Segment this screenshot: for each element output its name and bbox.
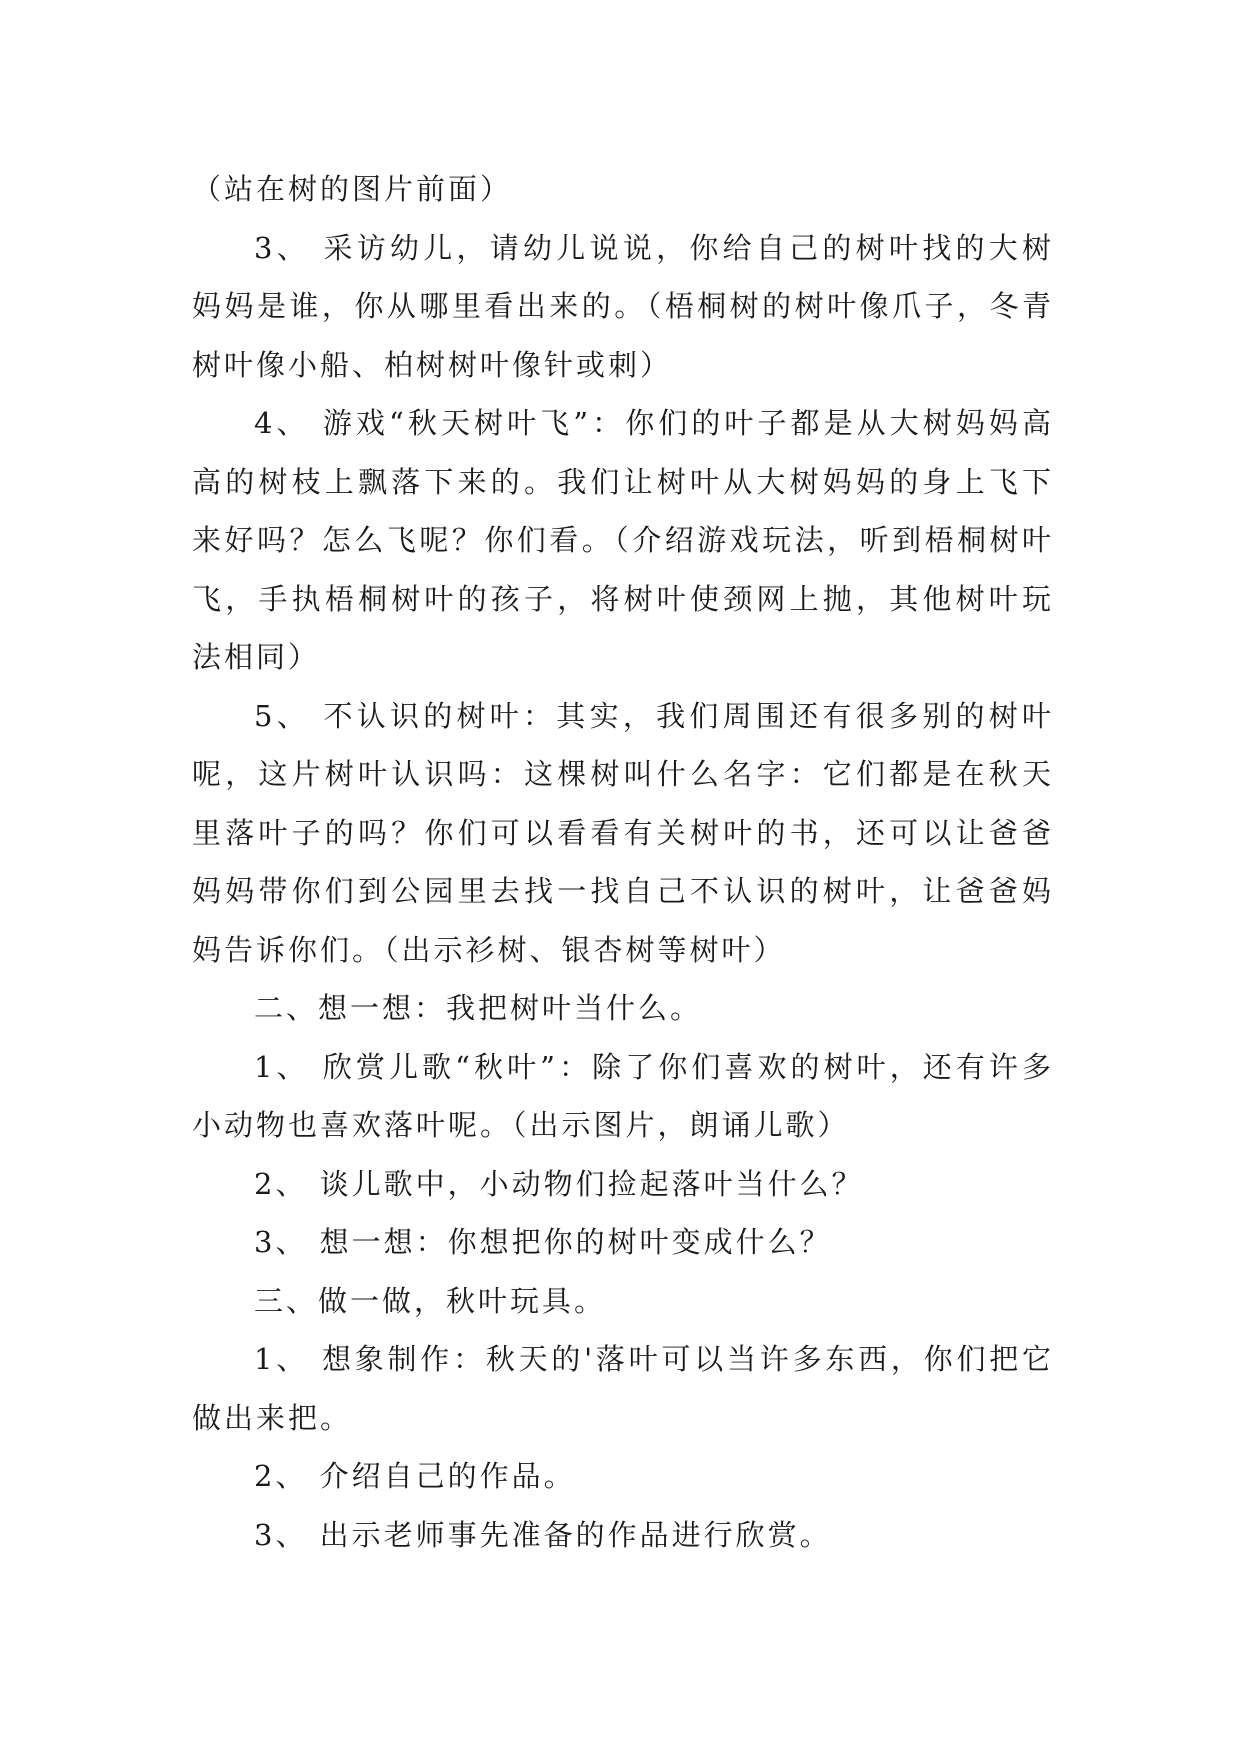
section-heading-2: 二、想一想：我把树叶当什么。 bbox=[254, 991, 703, 1025]
paragraph-4: 5、 不认识的树叶：其实，我们周围还有很多别的树叶呢，这片树叶认识吗：这棵树叫什么名字：它们都是在秋天里落叶子的吗？你们可以看看有关树叶的书，还可以让爸爸妈妈带你们到公园里去找一找自己不认识的树叶，让爸爸妈妈告诉你们。（出示衫树、银杏树等树叶） bbox=[192, 698, 1054, 967]
paragraph-10: 3、 出示老师事先准备的作品进行欣赏。 bbox=[254, 1517, 832, 1552]
paragraph-8: 1、 想象制作：秋天的'落叶可以当许多东西，你们把它做出来把。 bbox=[192, 1342, 1054, 1435]
paragraph-9: 2、 介绍自己的作品。 bbox=[254, 1459, 576, 1493]
paragraph-2: 3、 采访幼儿，请幼儿说说，你给自己的树叶找的大树妈妈是谁，你从哪里看出来的。（梧桐树的树叶像爪子，冬青树叶像小船、柏树树叶像针或刺） bbox=[192, 230, 1054, 382]
section-heading-3: 三、做一做，秋叶玩具。 bbox=[254, 1283, 607, 1318]
paragraph-5: 1、 欣赏儿歌“秋叶”：除了你们喜欢的树叶，还有许多小动物也喜欢落叶呢。（出示图片，朗诵儿歌） bbox=[192, 1049, 1054, 1142]
paragraph-7: 3、 想一想：你想把你的树叶变成什么？ bbox=[254, 1225, 832, 1259]
paragraph-6: 2、 谈儿歌中，小动物们捡起落叶当什么？ bbox=[254, 1166, 864, 1201]
document-body bbox=[192, 160, 1054, 1564]
paragraph-1: （站在树的图片前面） bbox=[192, 172, 513, 206]
paragraph-3: 4、 游戏“秋天树叶飞”：你们的叶子都是从大树妈妈高高的树枝上飘落下来的。我们让树叶从大树妈妈的身上飞下来好吗？怎么飞呢？你们看。（介绍游戏玩法，听到梧桐树叶飞，手执梧桐树叶的孩子，将树叶使颈网上抛，其他树叶玩法相同） bbox=[192, 406, 1054, 674]
